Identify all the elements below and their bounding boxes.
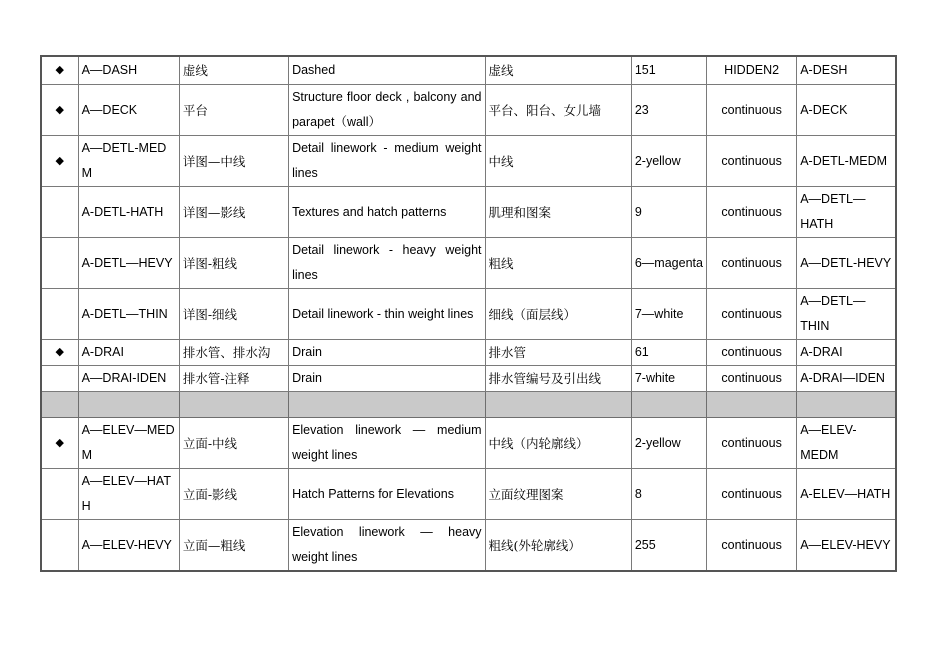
- diamond-bullet-icon: [41, 520, 78, 572]
- diamond-bullet-icon: ◆: [41, 85, 78, 136]
- chinese-name-cell: 平台: [179, 85, 288, 136]
- diamond-bullet-icon: ◆: [41, 56, 78, 85]
- color-cell: 9: [631, 187, 706, 238]
- layer-name-cell: A—DETL—THIN: [797, 289, 896, 340]
- separator-row: [41, 392, 896, 418]
- layer-name-cell: A—ELEV-MEDM: [797, 418, 896, 469]
- empty-cell: [797, 392, 896, 418]
- description-cell: Elevation linework — medium weight lines: [289, 418, 485, 469]
- chinese-description-cell: 肌理和图案: [485, 187, 631, 238]
- chinese-description-cell: 虚线: [485, 56, 631, 85]
- layer-code-cell: A—DASH: [78, 56, 179, 85]
- chinese-description-cell: 排水管: [485, 340, 631, 366]
- layer-standards-table: [40, 55, 897, 572]
- color-cell: 7—white: [631, 289, 706, 340]
- layer-code-cell: A—ELEV—MEDM: [78, 418, 179, 469]
- table-row: [41, 136, 896, 187]
- table-row: [41, 85, 896, 136]
- layer-code-cell: A—DETL-MEDM: [78, 136, 179, 187]
- layer-name-cell: A-DETL-MEDM: [797, 136, 896, 187]
- linetype-cell: continuous: [707, 469, 797, 520]
- chinese-name-cell: 立面-影线: [179, 469, 288, 520]
- layer-code-cell: A-DRAI: [78, 340, 179, 366]
- chinese-description-cell: 中线（内轮廓线）: [485, 418, 631, 469]
- linetype-cell: continuous: [707, 418, 797, 469]
- color-cell: 8: [631, 469, 706, 520]
- chinese-description-cell: 排水管编号及引出线: [485, 366, 631, 392]
- layer-name-cell: A-DRAI: [797, 340, 896, 366]
- empty-cell: [707, 392, 797, 418]
- empty-cell: [41, 392, 78, 418]
- description-cell: Structure floor deck , balcony and parapet（wall）: [289, 85, 485, 136]
- layer-code-cell: A-DETL-HATH: [78, 187, 179, 238]
- diamond-bullet-icon: ◆: [41, 136, 78, 187]
- table-row: [41, 340, 896, 366]
- layer-name-cell: A-DRAI—IDEN: [797, 366, 896, 392]
- table-row: [41, 56, 896, 85]
- table-row: [41, 238, 896, 289]
- diamond-bullet-icon: ◆: [41, 418, 78, 469]
- description-cell: Detail linework - heavy weight lines: [289, 238, 485, 289]
- linetype-cell: continuous: [707, 289, 797, 340]
- empty-cell: [78, 392, 179, 418]
- empty-cell: [485, 392, 631, 418]
- description-cell: Detail linework - medium weight lines: [289, 136, 485, 187]
- chinese-name-cell: 详图—影线: [179, 187, 288, 238]
- layer-name-cell: A-DESH: [797, 56, 896, 85]
- chinese-name-cell: 排水管、排水沟: [179, 340, 288, 366]
- layer-name-cell: A-DECK: [797, 85, 896, 136]
- chinese-name-cell: 立面—粗线: [179, 520, 288, 572]
- chinese-name-cell: 立面-中线: [179, 418, 288, 469]
- table-row: [41, 520, 896, 572]
- chinese-description-cell: 粗线: [485, 238, 631, 289]
- table-row: [41, 187, 896, 238]
- diamond-bullet-icon: [41, 187, 78, 238]
- layer-code-cell: A-DETL—HEVY: [78, 238, 179, 289]
- chinese-description-cell: 平台、阳台、女儿墙: [485, 85, 631, 136]
- layer-code-cell: A-DETL—THIN: [78, 289, 179, 340]
- color-cell: 23: [631, 85, 706, 136]
- description-cell: Hatch Patterns for Elevations: [289, 469, 485, 520]
- linetype-cell: continuous: [707, 520, 797, 572]
- linetype-cell: continuous: [707, 238, 797, 289]
- description-cell: Drain: [289, 366, 485, 392]
- layer-code-cell: A—ELEV—HATH: [78, 469, 179, 520]
- color-cell: 2-yellow: [631, 136, 706, 187]
- table-row: [41, 289, 896, 340]
- layer-name-cell: A—ELEV-HEVY: [797, 520, 896, 572]
- chinese-name-cell: 详图—中线: [179, 136, 288, 187]
- description-cell: Drain: [289, 340, 485, 366]
- diamond-bullet-icon: [41, 366, 78, 392]
- chinese-description-cell: 中线: [485, 136, 631, 187]
- color-cell: 2-yellow: [631, 418, 706, 469]
- empty-cell: [179, 392, 288, 418]
- table-row: [41, 366, 896, 392]
- layer-name-cell: A-ELEV—HATH: [797, 469, 896, 520]
- color-cell: 7-white: [631, 366, 706, 392]
- chinese-name-cell: 详图-粗线: [179, 238, 288, 289]
- table-row: [41, 418, 896, 469]
- layer-code-cell: A—DRAI-IDEN: [78, 366, 179, 392]
- color-cell: 6—magenta: [631, 238, 706, 289]
- empty-cell: [631, 392, 706, 418]
- chinese-name-cell: 详图-细线: [179, 289, 288, 340]
- diamond-bullet-icon: [41, 289, 78, 340]
- table-row: [41, 469, 896, 520]
- linetype-cell: continuous: [707, 85, 797, 136]
- chinese-name-cell: 虚线: [179, 56, 288, 85]
- diamond-bullet-icon: [41, 469, 78, 520]
- color-cell: 61: [631, 340, 706, 366]
- layer-name-cell: A—DETL-HEVY: [797, 238, 896, 289]
- chinese-description-cell: 立面纹理图案: [485, 469, 631, 520]
- layer-name-cell: A—DETL—HATH: [797, 187, 896, 238]
- linetype-cell: continuous: [707, 136, 797, 187]
- chinese-description-cell: 细线（面层线）: [485, 289, 631, 340]
- layer-code-cell: A—DECK: [78, 85, 179, 136]
- linetype-cell: continuous: [707, 366, 797, 392]
- linetype-cell: continuous: [707, 187, 797, 238]
- diamond-bullet-icon: [41, 238, 78, 289]
- chinese-name-cell: 排水管-注释: [179, 366, 288, 392]
- linetype-cell: HIDDEN2: [707, 56, 797, 85]
- color-cell: 255: [631, 520, 706, 572]
- diamond-bullet-icon: ◆: [41, 340, 78, 366]
- description-cell: Dashed: [289, 56, 485, 85]
- description-cell: Detail linework - thin weight lines: [289, 289, 485, 340]
- linetype-cell: continuous: [707, 340, 797, 366]
- layer-code-cell: A—ELEV-HEVY: [78, 520, 179, 572]
- description-cell: Elevation linework — heavy weight lines: [289, 520, 485, 572]
- description-cell: Textures and hatch patterns: [289, 187, 485, 238]
- empty-cell: [289, 392, 485, 418]
- color-cell: 151: [631, 56, 706, 85]
- chinese-description-cell: 粗线(外轮廓线）: [485, 520, 631, 572]
